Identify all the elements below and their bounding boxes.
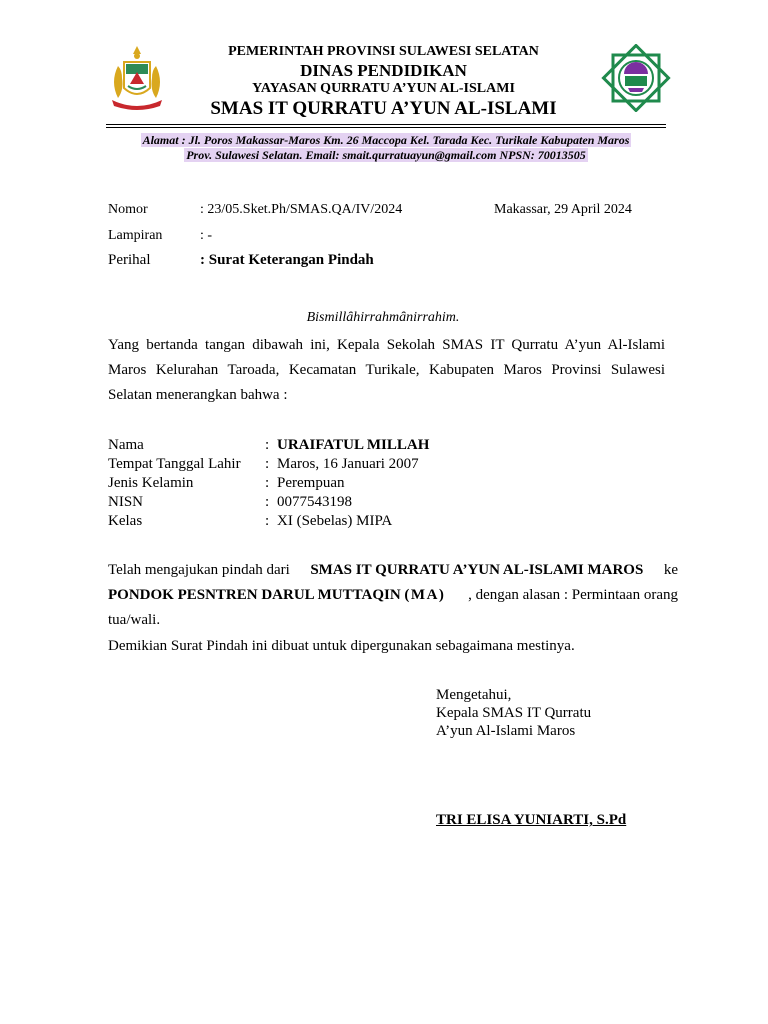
intro-line: Yang bertanda tangan dibawah ini, Kepala Sekolah SMAS IT Qurratu A’yun Al-Islami	[108, 337, 665, 353]
transfer-reason: , dengan alasan : Permintaan orang	[468, 587, 678, 603]
signatory-name: TRI ELISA YUNIARTI, S.Pd	[436, 812, 627, 828]
signature-acknowledged: Mengetahui,	[436, 687, 512, 703]
detail-label: Kelas	[108, 513, 143, 529]
detail-colon: :	[265, 456, 270, 472]
detail-value: Maros, 16 Januari 2007	[277, 456, 419, 472]
detail-colon: :	[265, 475, 270, 491]
origin-school: SMAS IT QURRATU A’YUN AL-ISLAMI MAROS	[310, 562, 644, 578]
letterhead-foundation: YAYASAN QURRATU A’YUN AL-ISLAMI	[252, 81, 515, 96]
detail-label: NISN	[108, 494, 144, 510]
letterhead-school: SMAS IT QURRATU A’YUN AL-ISLAMI	[210, 98, 557, 119]
letterhead-divider	[106, 124, 666, 125]
destination-school: PONDOK PESNTREN DARUL MUTTAQIN	[108, 587, 401, 603]
detail-value: URAIFATUL MILLAH	[277, 437, 430, 453]
salutation: Bismillȃhirrahmȃnirrahim.	[306, 310, 460, 325]
transfer-line	[108, 562, 678, 579]
detail-label: Jenis Kelamin	[108, 475, 194, 491]
transfer-text: ke	[663, 562, 678, 578]
intro-line: Selatan menerangkan bahwa :	[108, 387, 288, 403]
perihal-value: : Surat Keterangan Pindah	[200, 252, 374, 268]
letterhead-government: PEMERINTAH PROVINSI SULAWESI SELATAN	[228, 44, 539, 59]
destination-school-type: (MA)	[404, 587, 446, 603]
nomor-value: : 23/05.Sket.Ph/SMAS.QA/IV/2024	[200, 202, 403, 217]
detail-value: Perempuan	[277, 475, 345, 491]
letterhead-divider	[106, 127, 666, 128]
detail-value: XI (Sebelas) MIPA	[277, 513, 393, 529]
school-logo-icon	[601, 44, 671, 112]
letter-place-date: Makassar, 29 April 2024	[494, 202, 632, 217]
detail-colon: :	[265, 513, 270, 529]
lampiran-value: : -	[200, 228, 213, 243]
detail-colon: :	[265, 494, 270, 510]
nomor-label: Nomor	[108, 202, 148, 217]
intro-line: Maros Kelurahan Taroada, Kecamatan Turikale, Kabupaten Maros Provinsi Sulawesi	[108, 362, 665, 378]
detail-label: Tempat Tanggal Lahir	[108, 456, 241, 472]
detail-value: 0077543198	[277, 494, 352, 510]
detail-label: Nama	[108, 437, 144, 453]
school-address-line-1: Alamat : Jl. Poros Makassar-Maros Km. 26 Maccopa Kel. Tarada Kec. Turikale Kabupaten Maros	[142, 133, 630, 147]
signature-title: Kepala SMAS IT Qurratu	[436, 705, 592, 721]
signature-title: A’yun Al-Islami Maros	[436, 723, 576, 739]
school-address-line-2: Prov. Sulawesi Selatan. Email: smait.qurratuayun@gmail.com NPSN: 70013505	[186, 148, 586, 162]
perihal-label: Perihal	[108, 252, 151, 268]
lampiran-label: Lampiran	[108, 228, 163, 243]
transfer-line	[108, 587, 678, 604]
intro-paragraph	[108, 333, 665, 408]
closing-statement: Demikian Surat Pindah ini dibuat untuk dipergunakan sebagaimana mestinya.	[108, 638, 575, 654]
detail-colon: :	[265, 437, 270, 453]
transfer-text: Telah mengajukan pindah dari	[108, 562, 290, 578]
transfer-line: tua/wali.	[108, 612, 161, 628]
letterhead-department: DINAS PENDIDIKAN	[300, 61, 467, 80]
